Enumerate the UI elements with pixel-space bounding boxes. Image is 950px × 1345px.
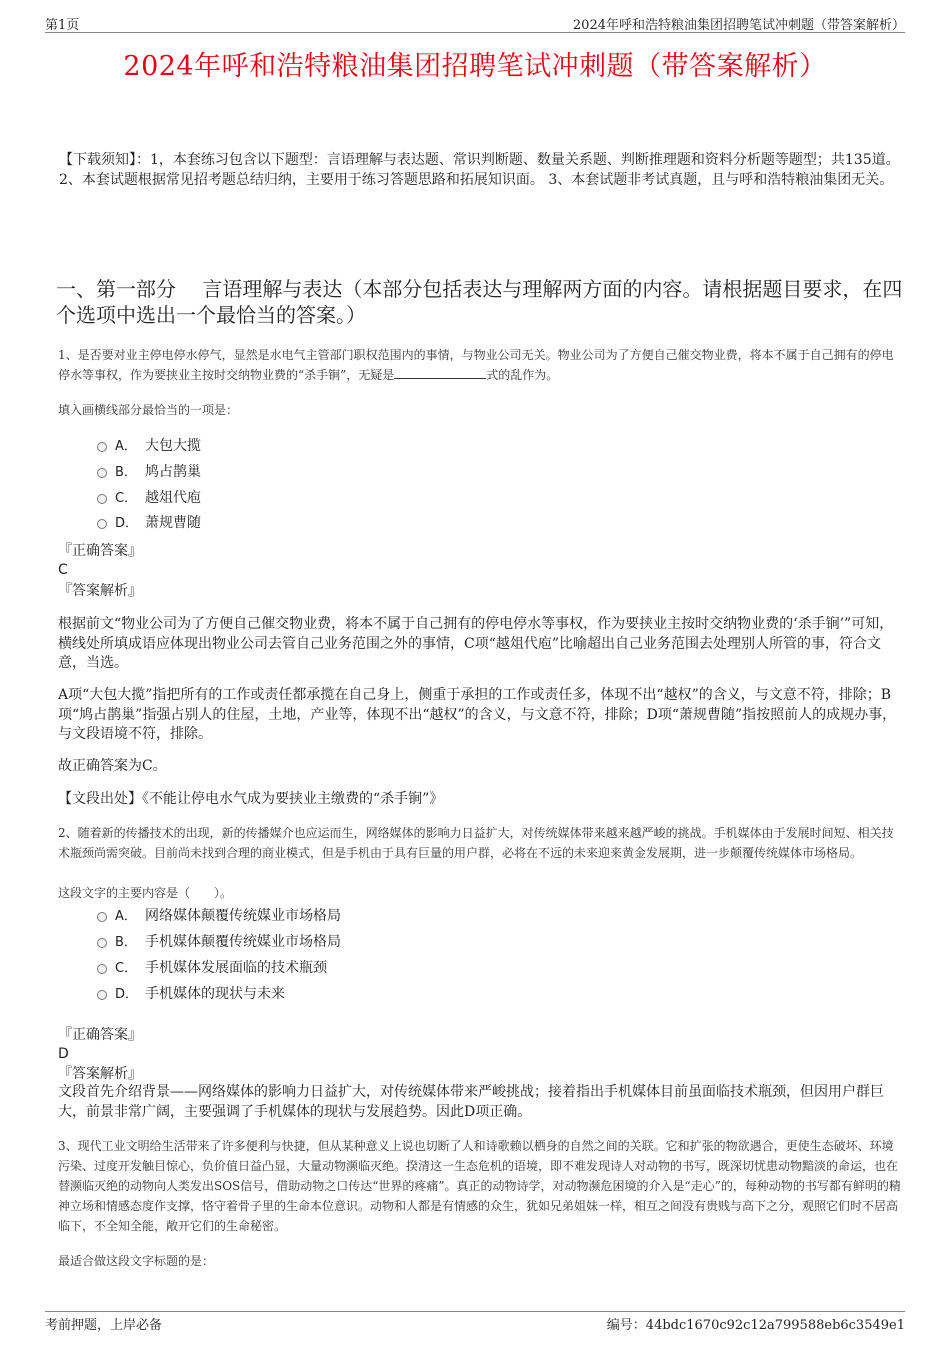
analysis-label: 『答案解析』 bbox=[58, 1066, 142, 1082]
radio-icon[interactable] bbox=[97, 990, 107, 1000]
section-heading: 一、第一部分 言语理解与表达（本部分包括表达与理解两方面的内容。请根据题目要求，在四个选项中选出一个最恰当的答案。） bbox=[56, 277, 903, 327]
radio-icon[interactable] bbox=[97, 519, 107, 529]
question-2-option-d[interactable]: D． 手机媒体的现状与未来 bbox=[97, 984, 285, 1004]
question-1-option-b[interactable]: B． 鸠占鹊巢 bbox=[97, 462, 201, 482]
question-1-prompt: 填入画横线部分最恰当的一项是： bbox=[58, 403, 239, 417]
question-2-option-b[interactable]: B． 手机媒体颠覆传统媒业市场格局 bbox=[97, 932, 341, 952]
question-2-stem: 2、随着新的传播技术的出现，新的传播媒介也应运而生，网络媒体的影响力日益扩大，对传统媒体带来越来越严峻的挑战。手机媒体由于发展时间短、相关技术瓶颈尚需突破。目前尚未找到合理的商业模式，但是手机由于具有巨量的用户群，必将在不远的未来迎来黄金发展期，进一步颠覆传统媒体市场格局。 bbox=[58, 826, 894, 860]
page-number: 第1页 bbox=[45, 18, 80, 33]
radio-icon[interactable] bbox=[97, 442, 107, 452]
footer-rule bbox=[45, 1311, 905, 1312]
question-1-option-d[interactable]: D． 萧规曹随 bbox=[97, 513, 201, 533]
radio-icon[interactable] bbox=[97, 468, 107, 478]
radio-icon[interactable] bbox=[97, 964, 107, 974]
text-source: 【文段出处】《不能让停电水气成为要挟业主缴费的“杀手锏”》 bbox=[58, 791, 444, 807]
header-rule bbox=[45, 32, 905, 33]
answer-label: 『正确答案』 bbox=[58, 543, 142, 559]
question-3-stem: 3、现代工业文明给生活带来了许多便利与快捷，但从某种意义上说也切断了人和诗歌赖以栖身的自然之间的关联。它和扩张的物欲遇合，更使生态破坏、环境污染、过度开发触目惊心，负价值日益凸显，大量动物濒临灭绝。揆清这一生态危机的语境，即不难发现诗人对动物的书写，既深切忧患动物黯淡的命运，也在替濒临灭绝的动物向人类发出SOS信号，借助动物之口传达“世界的疼痛”。真正的动物诗学，对动物濒危困境的介入是“走心”的，每种动物的书写都有鲜明的精神立场和情感态度作支撑，恪守着骨子里的生命本位意识。动物和人都是有情感的众生，犹如兄弟姐妹一样，相互之间没有贵贱与高下之分，观照它们时不居高临下，不全知全能，敞开它们的生命秘密。 bbox=[58, 1139, 901, 1233]
radio-icon[interactable] bbox=[97, 938, 107, 948]
answer-value: C bbox=[58, 562, 68, 578]
question-3-prompt: 最适合做这段文字标题的是： bbox=[58, 1254, 215, 1268]
fill-blank bbox=[394, 366, 486, 379]
analysis-conclusion: 故正确答案为C。 bbox=[58, 758, 167, 774]
analysis-paragraph: 文段首先介绍背景——网络媒体的影响力日益扩大，对传统媒体带来严峻挑战；接着指出手机媒体目前虽面临技术瓶颈，但因用户群巨大，前景非常广阔，主要强调了手机媒体的现状与发展趋势。因此D项正确。 bbox=[58, 1084, 884, 1120]
footer-slogan: 考前押题，上岸必备 bbox=[45, 1318, 163, 1333]
analysis-paragraph: 根据前文“物业公司为了方便自己催交物业费，将本不属于自己拥有的停电停水等事权，作为要挟业主按时交纳物业费的‘杀手锏’”可知，横线处所填成语应体现出物业公司去管自己业务范围之外的事情，C项“越俎代庖”比喻超出自己业务范围去处理别人所管的事，符合文意，当选。 bbox=[58, 616, 894, 671]
question-2-prompt: 这段文字的主要内容是（ ）。 bbox=[58, 886, 233, 900]
radio-icon[interactable] bbox=[97, 912, 107, 922]
question-2-option-c[interactable]: C． 手机媒体发展面临的技术瓶颈 bbox=[97, 958, 327, 978]
question-1-option-c[interactable]: C． 越俎代庖 bbox=[97, 488, 201, 508]
radio-icon[interactable] bbox=[97, 494, 107, 504]
question-2-option-a[interactable]: A． 网络媒体颠覆传统媒业市场格局 bbox=[97, 906, 341, 926]
question-1-stem: 1、是否要对业主停电停水停气，显然是水电气主管部门职权范围内的事情，与物业公司无关。物业公司为了方便自己催交物业费，将本不属于自己拥有的停电停水等事权，作为要挟业主按时交纳物业费的“杀手锏”，无疑是 式的乱作为。 bbox=[58, 348, 894, 382]
question-1-option-a[interactable]: A． 大包大揽 bbox=[97, 436, 201, 456]
analysis-paragraph: A项“大包大揽”指把所有的工作或责任都承揽在自己身上，侧重于承担的工作或责任多，体现不出“越权”的含义，与文意不符，排除；B项“鸠占鹊巢”指强占别人的住屋，土地，产业等，体现不出“越权”的含义，与文意不符，排除；D项“萧规曹随”指按照前人的成规办事，与文段语境不符，排除。 bbox=[58, 687, 897, 742]
answer-value: D bbox=[58, 1046, 69, 1062]
analysis-label: 『答案解析』 bbox=[58, 583, 142, 599]
document-id: 编号：44bdc1670c92c12a799588eb6c3549e1 bbox=[606, 1318, 905, 1333]
header-doc-title: 2024年呼和浩特粮油集团招聘笔试冲刺题（带答案解析） bbox=[572, 18, 905, 33]
answer-label: 『正确答案』 bbox=[58, 1027, 142, 1043]
page-title: 2024年呼和浩特粮油集团招聘笔试冲刺题（带答案解析） bbox=[123, 51, 827, 82]
download-notice: 【下载须知】：1，本套练习包含以下题型：言语理解与表达题、常识判断题、数量关系题、判断推理题和资料分析题等题型；共135道。 2、本套试题根据常见招考题总结归纳，主要用于练习答题思路和拓展知识面。 3、本套试题非考试真题，且与呼和浩特粮油集团无关。 bbox=[59, 152, 900, 188]
